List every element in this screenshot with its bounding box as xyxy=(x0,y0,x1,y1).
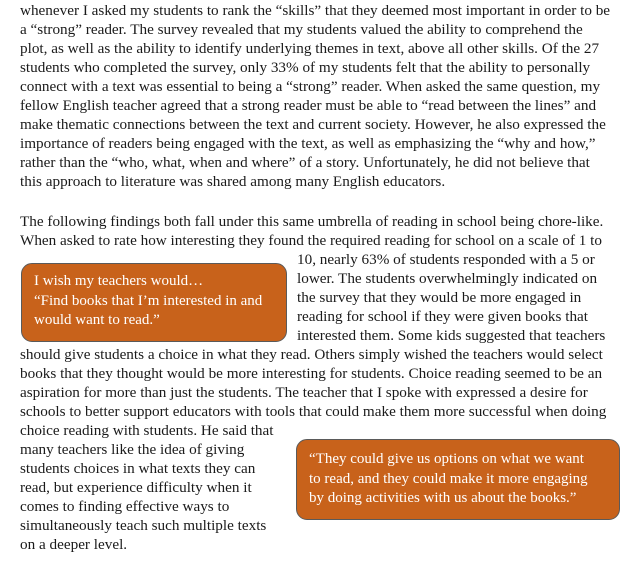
text-line: The following findings both fall under this same umbrella of reading in school being chore-like. xyxy=(20,213,604,230)
text-line: fellow English teacher agreed that a strong reader must be able to “read between the lines” and xyxy=(20,97,597,114)
text-line: many teachers like the idea of giving xyxy=(20,441,245,458)
callout-line: would want to read.” xyxy=(34,312,160,328)
text-line: read, but experience difficulty when it xyxy=(20,479,252,496)
student-quote-callout xyxy=(21,263,287,342)
text-line: importance of readers being engaged with the text, as well as emphasizing the “why and how,” xyxy=(20,135,596,152)
text-line: When asked to rate how interesting they found the required reading for school on a scale of 1 to xyxy=(20,232,602,249)
text-line: plot, as well as the ability to identify underlying themes in text, above all other skills. Of the 27 xyxy=(20,40,600,57)
text-line: choice reading with students. He said that xyxy=(20,422,274,439)
text-line: the survey that they would be more engaged in xyxy=(297,289,582,306)
text-line: connect with a text was essential to being a “strong” reader. When asked the same question, my xyxy=(20,78,601,95)
text-line: students who completed the survey, only 33% of my students felt that the ability to personally xyxy=(20,59,591,76)
callout-line: “They could give us options on what we want xyxy=(309,451,584,467)
text-line: make thematic connections between the text and current society. However, he also expressed the xyxy=(20,116,606,133)
text-line: this approach to literature was shared among many English educators. xyxy=(20,173,446,190)
text-line: simultaneously teach such multiple texts xyxy=(20,517,267,534)
text-line: aspiration for more than just the students. The teacher that I spoke with expressed a desire for xyxy=(20,384,588,401)
text-line: books that they thought would be more interesting for students. Choice reading seemed to be an xyxy=(20,365,603,382)
student-quote-callout-2 xyxy=(296,439,620,520)
text-line: rather than the “who, what, when and where” of a story. Unfortunately, he did not believe that xyxy=(20,154,590,171)
text-line: interested them. Some kids suggested that teachers xyxy=(297,327,606,344)
text-line: schools to better support educators with tools that could make them more successful when doing xyxy=(20,403,607,420)
text-line: students choices in what texts they can xyxy=(20,460,256,477)
text-line: a “strong” reader. The survey revealed that my students valued the ability to comprehend the xyxy=(20,21,583,38)
text-line: lower. The students overwhelmingly indicated on xyxy=(297,270,598,287)
callout-line: to read, and they could make it more engaging xyxy=(309,470,588,487)
text-line: reading for school if they were given books that xyxy=(297,308,589,325)
text-line: on a deeper level. xyxy=(20,536,128,553)
callout-line: by doing activities with us about the books.” xyxy=(309,490,577,506)
callout-line: “Find books that I’m interested in and xyxy=(34,292,263,309)
text-line: comes to finding effective ways to xyxy=(20,498,230,515)
text-line: 10, nearly 63% of students responded with a 5 or xyxy=(297,251,595,268)
text-line: should give students a choice in what they read. Others simply wished the teachers would select xyxy=(20,346,603,363)
callout-line: I wish my teachers would… xyxy=(34,273,204,289)
text-line: whenever I asked my students to rank the “skills” that they deemed most important in order to be xyxy=(20,2,611,19)
